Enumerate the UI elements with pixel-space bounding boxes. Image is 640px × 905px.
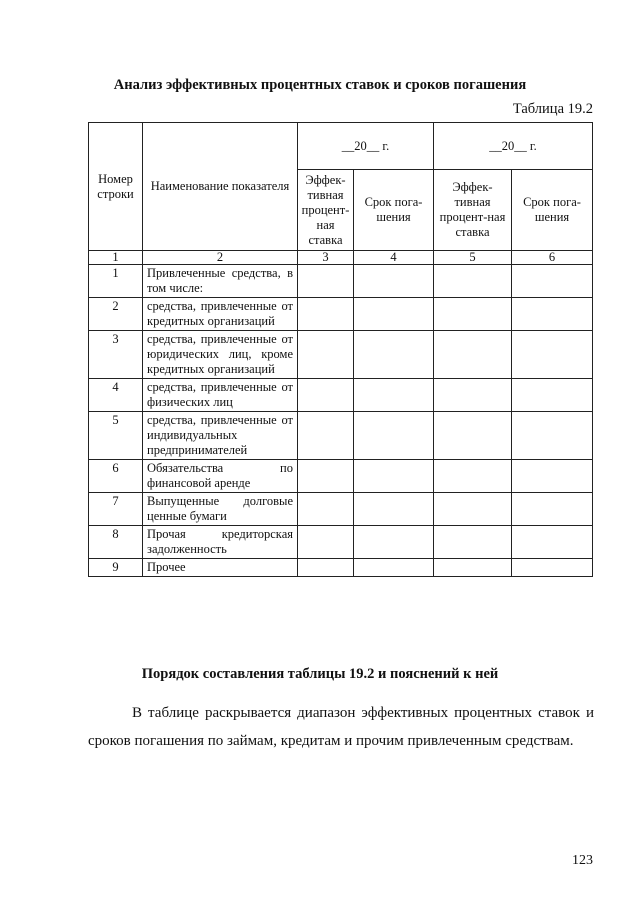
cell-year1-rate xyxy=(298,265,354,298)
cell-year1-term xyxy=(354,493,434,526)
section-title: Порядок составления таблицы 19.2 и пояснений к ней xyxy=(141,666,499,682)
table-row xyxy=(89,559,593,577)
page-title: Анализ эффективных процентных ставок и сроков погашения xyxy=(113,77,527,93)
cell-year2-term xyxy=(512,379,593,412)
cell-year2-rate xyxy=(434,379,512,412)
column-index: 4 xyxy=(354,251,434,265)
cell-year1-rate xyxy=(298,331,354,379)
cell-year1-rate xyxy=(298,460,354,493)
cell-year1-term xyxy=(354,331,434,379)
row-name: средства, привлеченные от физических лиц xyxy=(143,379,298,412)
row-name: Прочее xyxy=(143,559,298,577)
column-index-row xyxy=(89,251,593,265)
row-name: средства, привлеченные от юридических лиц, кроме кредитных организаций xyxy=(143,331,298,379)
cell-year2-rate xyxy=(434,331,512,379)
header-year1-rate: Эффек-тивная процент-ная ставка xyxy=(298,170,354,251)
table-row xyxy=(89,460,593,493)
cell-year1-term xyxy=(354,412,434,460)
table-row xyxy=(89,379,593,412)
row-number: 5 xyxy=(89,412,143,460)
cell-year1-rate xyxy=(298,412,354,460)
row-name: Привлеченные средства, в том числе: xyxy=(143,265,298,298)
column-index: 2 xyxy=(143,251,298,265)
cell-year2-rate xyxy=(434,460,512,493)
cell-year2-term xyxy=(512,298,593,331)
cell-year1-rate xyxy=(298,559,354,577)
cell-year2-rate xyxy=(434,493,512,526)
cell-year1-term xyxy=(354,526,434,559)
cell-year2-rate xyxy=(434,412,512,460)
table-row xyxy=(89,526,593,559)
column-index: 3 xyxy=(298,251,354,265)
cell-year1-rate xyxy=(298,493,354,526)
cell-year2-rate xyxy=(434,526,512,559)
cell-year1-term xyxy=(354,298,434,331)
body-paragraph: В таблице раскрывается диапазон эффективных процентных ставок и сроков погашения по займам, кредитам и прочим привлеченным средствам. xyxy=(88,705,594,749)
cell-year2-term xyxy=(512,526,593,559)
header-year2-term: Срок пога-шения xyxy=(512,170,593,251)
row-name: Обязательства по финансовой аренде xyxy=(143,460,298,493)
row-name: средства, привлеченные от индивидуальных предпринимателей xyxy=(143,412,298,460)
cell-year2-rate xyxy=(434,265,512,298)
column-index: 1 xyxy=(89,251,143,265)
page-number: 123 xyxy=(572,853,593,868)
cell-year2-term xyxy=(512,460,593,493)
row-number: 4 xyxy=(89,379,143,412)
cell-year1-term xyxy=(354,265,434,298)
cell-year1-term xyxy=(354,379,434,412)
header-year-1: __20__ г. xyxy=(298,123,434,170)
column-index: 5 xyxy=(434,251,512,265)
header-indicator: Наименование показателя xyxy=(143,123,298,251)
header-year1-term: Срок пога-шения xyxy=(354,170,434,251)
table-row xyxy=(89,298,593,331)
cell-year1-rate xyxy=(298,298,354,331)
row-number: 9 xyxy=(89,559,143,577)
table-caption: Таблица 19.2 xyxy=(512,101,593,117)
header-year2-rate: Эффек-тивная процент-ная ставка xyxy=(434,170,512,251)
header-row-number: Номер строки xyxy=(89,123,143,251)
row-number: 2 xyxy=(89,298,143,331)
row-number: 3 xyxy=(89,331,143,379)
row-name: Прочая кредиторская задолженность xyxy=(143,526,298,559)
cell-year1-rate xyxy=(298,379,354,412)
row-number: 8 xyxy=(89,526,143,559)
table-row xyxy=(89,412,593,460)
cell-year1-term xyxy=(354,559,434,577)
cell-year1-term xyxy=(354,460,434,493)
row-name: Выпущенные долговые ценные бумаги xyxy=(143,493,298,526)
cell-year2-rate xyxy=(434,559,512,577)
cell-year1-rate xyxy=(298,526,354,559)
header-year-2: __20__ г. xyxy=(434,123,593,170)
row-number: 7 xyxy=(89,493,143,526)
row-number: 6 xyxy=(89,460,143,493)
cell-year2-term xyxy=(512,493,593,526)
column-index: 6 xyxy=(512,251,593,265)
row-name: средства, привлеченные от кредитных организаций xyxy=(143,298,298,331)
table-row xyxy=(89,331,593,379)
cell-year2-rate xyxy=(434,298,512,331)
row-number: 1 xyxy=(89,265,143,298)
cell-year2-term xyxy=(512,412,593,460)
cell-year2-term xyxy=(512,265,593,298)
cell-year2-term xyxy=(512,331,593,379)
table-row xyxy=(89,265,593,298)
table-row xyxy=(89,493,593,526)
rates-table xyxy=(88,122,593,577)
cell-year2-term xyxy=(512,559,593,577)
